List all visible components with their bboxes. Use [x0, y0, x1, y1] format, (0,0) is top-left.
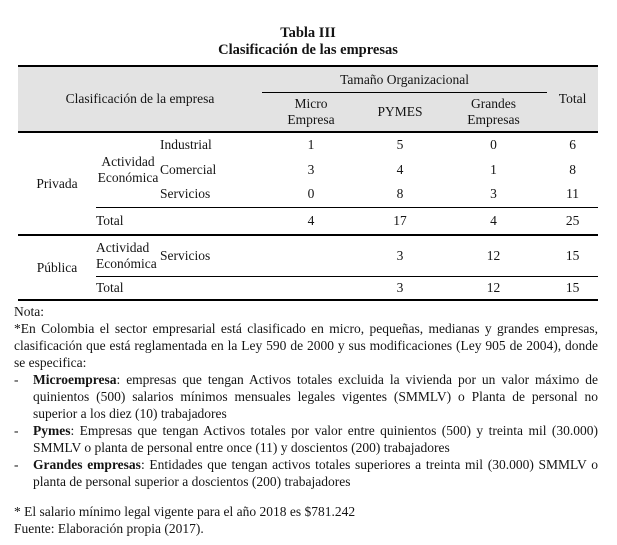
cell-value: 4 [396, 161, 404, 177]
cell-row-total: 8 [569, 161, 576, 177]
classification-table [18, 65, 598, 301]
definition-microempresa: Microempresa: empresas que tengan Activos totales excluida la vivienda por un valor máximo de quinientos (500) salarios mínimos mensuales legales vigentes (SMMLV) o Planta de personal no superior a los diez (10) trabajadores [33, 372, 598, 421]
cell-value: 1 [490, 161, 497, 177]
table-subtitle: Clasificación de las empresas [218, 42, 398, 58]
privada-total-row [18, 207, 598, 235]
sector-label: Industrial [160, 137, 212, 152]
bullet-dash: - [14, 457, 19, 472]
publica-total-row [18, 276, 598, 300]
cell-total-value: 15 [547, 276, 598, 300]
header-total: Total [558, 91, 587, 106]
cell-value: 3 [360, 235, 440, 276]
cell-value: 1 [307, 137, 315, 152]
salario-minimo-note: * El salario mínimo legal vigente para el año 2018 es $781.242 [14, 504, 356, 519]
list-item [14, 456, 598, 490]
list-item [14, 422, 598, 456]
sector-label: Servicios [160, 186, 211, 202]
table-caption [18, 25, 598, 59]
list-item [14, 371, 598, 422]
source-line: Fuente: Elaboración propia (2017). [14, 521, 204, 536]
cell-total-value: 25 [547, 207, 598, 235]
publica-total-label: Total [96, 276, 262, 300]
table-title: Tabla III [280, 25, 336, 41]
sector-label: Servicios [160, 235, 262, 276]
cell-value: 0 [307, 186, 315, 202]
cell-value: 3 [490, 186, 497, 202]
definition-pymes: Pymes: Empresas que tengan Activos totales por valor entre quinientos (500) y treinta mil (30.000) SMMLV o planta de personal entre once (11) y doscientos (200) trabajadores [33, 423, 598, 455]
nota-label: Nota: [14, 304, 44, 319]
cell-row-total: 15 [547, 235, 598, 276]
definition-grandes-empresas: Grandes empresas: Entidades que tengan activos totales superiores a treinta mil (30.000) SMMLV o planta de personal superior a doscientos (200) trabajadores [33, 457, 598, 489]
row-group-privada: Privada [36, 175, 78, 191]
sector-label: Comercial [160, 161, 217, 177]
cell-total-value: 12 [440, 276, 547, 300]
nota-paragraph: *En Colombia el sector empresarial está clasificado en micro, pequeñas, medianas y grandes empresas, clasificación que está reglamentada en la Ley 590 de 2000 y sus modificaciones (Ley 905 de 2004), donde se especifica: [14, 321, 598, 370]
privada-actividad-economica: Actividad Económica [97, 153, 159, 185]
cell-value: 3 [307, 161, 315, 177]
cell-total-value: 17 [360, 207, 440, 235]
notes-section [14, 303, 598, 537]
header-micro-empresa: Micro Empresa [287, 96, 335, 127]
cell-value [262, 235, 360, 276]
row-group-publica: Pública [18, 235, 96, 300]
header-pymes: PYMES [377, 104, 423, 119]
header-tamano-organizacional: Tamaño Organizacional [262, 66, 547, 93]
privada-total-label: Total [96, 207, 262, 235]
cell-row-total: 6 [569, 137, 576, 152]
cell-value: 8 [396, 186, 404, 202]
cell-value: 5 [396, 137, 404, 152]
table-header [18, 66, 598, 132]
cell-row-total: 11 [566, 186, 580, 202]
publica-actividad-economica: Actividad Económica [96, 235, 160, 276]
bullet-dash: - [14, 423, 19, 438]
cell-total-value [262, 276, 360, 300]
header-clasificacion-empresa: Clasificación de la empresa [65, 91, 215, 106]
publica-row [18, 235, 598, 276]
header-grandes-empresas: Grandes Empresas [467, 96, 520, 127]
bullet-dash: - [14, 372, 19, 387]
cell-total-value: 3 [360, 276, 440, 300]
cell-value: 12 [440, 235, 547, 276]
cell-value: 0 [490, 137, 497, 152]
cell-total-value: 4 [440, 207, 547, 235]
cell-total-value: 4 [262, 207, 360, 235]
definitions-list [14, 371, 598, 490]
table-row [18, 132, 598, 157]
